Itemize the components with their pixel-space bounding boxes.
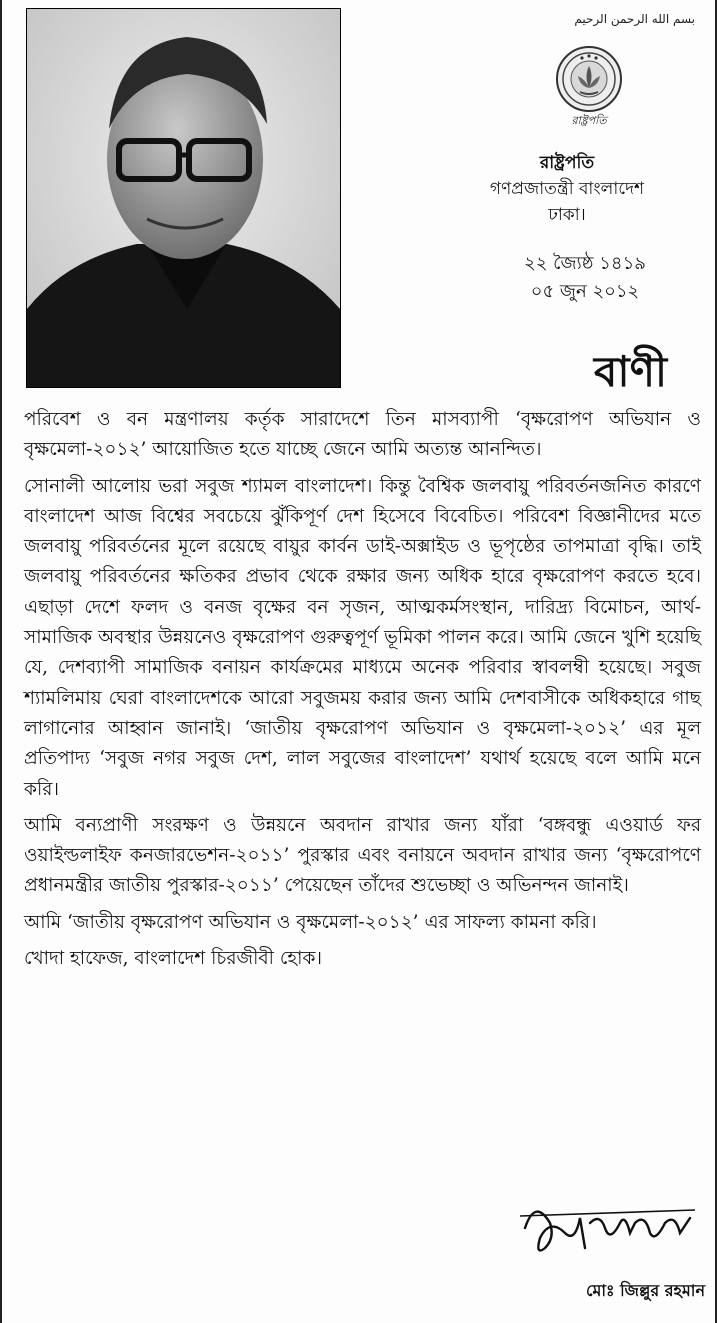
office-country: গণপ্রজাতন্ত্রী বাংলাদেশ: [489, 179, 645, 199]
bismillah-calligraphy: بسم الله الرحمن الرحيم: [574, 12, 695, 26]
presidential-emblem-icon: [556, 46, 622, 112]
message-heading: বাণী: [594, 347, 667, 396]
office-address: [437, 150, 697, 228]
paragraph-intro: পরিবেশ ও বন মন্ত্রণালয় কর্তৃক সারাদেশে তিন মাসব্যাপী ‘বৃক্ষরোপণ অভিযান ও বৃক্ষমেলা-২০১২’ আয়োজিত হতে যাচ্ছে জেনে আমি অত্যন্ত আনন্দিত।: [24, 409, 701, 461]
emblem-caption: রাষ্ট্রপতি: [571, 114, 607, 127]
message-body: [24, 405, 701, 980]
paragraph-awards: আমি বন্যপ্রাণী সংরক্ষণ ও উন্নয়নে অবদান রাখার জন্য যাঁরা ‘বঙ্গবন্ধু এওয়ার্ড ফর ওয়াইল্ডলাইফ কনজারভেশন-২০১১’ পুরস্কার এবং বনায়নে অবদান রাখার জন্য ‘বৃক্ষরোপণে প্রধানমন্ত্রীর জাতীয় পুরস্কার-২০১১’ পেয়েছেন তাঁদের শুভেচ্ছা ও অভিনন্দন জানাই।: [24, 814, 701, 897]
date-gregorian: ০৫ জুন ২০১২: [530, 281, 640, 302]
president-portrait: [26, 8, 341, 388]
signatory-name: মোঃ জিল্লুর রহমান: [585, 1281, 705, 1300]
date-block: [485, 250, 685, 306]
paragraph-climate: সোনালী আলোয় ভরা সবুজ শ্যামল বাংলাদেশ। কিন্তু বৈশ্বিক জলবায়ু পরিবর্তনজনিত কারণে বাংলাদেশ আজ বিশ্বের সবচেয়ে ঝুঁকিপূর্ণ দেশ হিসেবে বিবেচিত। পরিবেশ বিজ্ঞানীদের মতে জলবায়ু পরিবর্তনের মূলে রয়েছে বায়ুর কার্বন ডাই-অক্সাইড ও ভূপৃষ্ঠের তাপমাত্রা বৃদ্ধি। তাই জলবায়ু পরিবর্তনের ক্ষতিকর প্রভাব থেকে রক্ষার জন্য অধিক হারে বৃক্ষরোপণ করতে হবে। এছাড়া দেশে ফলদ ও বনজ বৃক্ষের বন সৃজন, আত্মকর্মসংস্থান, দারিদ্র্য বিমোচন, আর্থ-সামাজিক অবস্থার উন্নয়নেও বৃক্ষরোপণ গুরুত্বপূর্ণ ভূমিকা পালন করে। আমি জেনে খুশি হয়েছি যে, দেশব্যাপী সামাজিক বনায়ন কার্যক্রমের মাধ্যমে অনেক পরিবার স্বাবলম্বী হয়েছে। সবুজ শ্যামলিমায় ঘেরা বাংলাদেশকে আরো সবুজময় করার জন্য আমি দেশবাসীকে অধিকহারে গাছ লাগানোর আহ্বান জানাই। ‘জাতীয় বৃক্ষরোপণ অভিযান ও বৃক্ষমেলা-২০১২’ এর মূল প্রতিপাদ্য ‘সবুজ নগর সবুজ দেশ, লাল সবুজের বাংলাদেশ’ যথার্থ হয়েছে বলে আমি মনে করি।: [24, 475, 701, 800]
date-bangla: ২২ জ্যৈষ্ঠ ১৪১৯: [524, 253, 646, 274]
paragraph-wishes: আমি ‘জাতীয় বৃক্ষরোপণ অভিযান ও বৃক্ষমেলা-২০১২’ এর সাফল্য কামনা করি।: [24, 911, 597, 933]
handwritten-signature: [505, 1188, 705, 1270]
header-block: [362, 8, 707, 396]
office-title: রাষ্ট্রপতি: [539, 153, 595, 173]
paragraph-closing: খোদা হাফেজ, বাংলাদেশ চিরজীবী হোক।: [24, 948, 323, 970]
office-city: ঢাকা।: [548, 205, 586, 225]
